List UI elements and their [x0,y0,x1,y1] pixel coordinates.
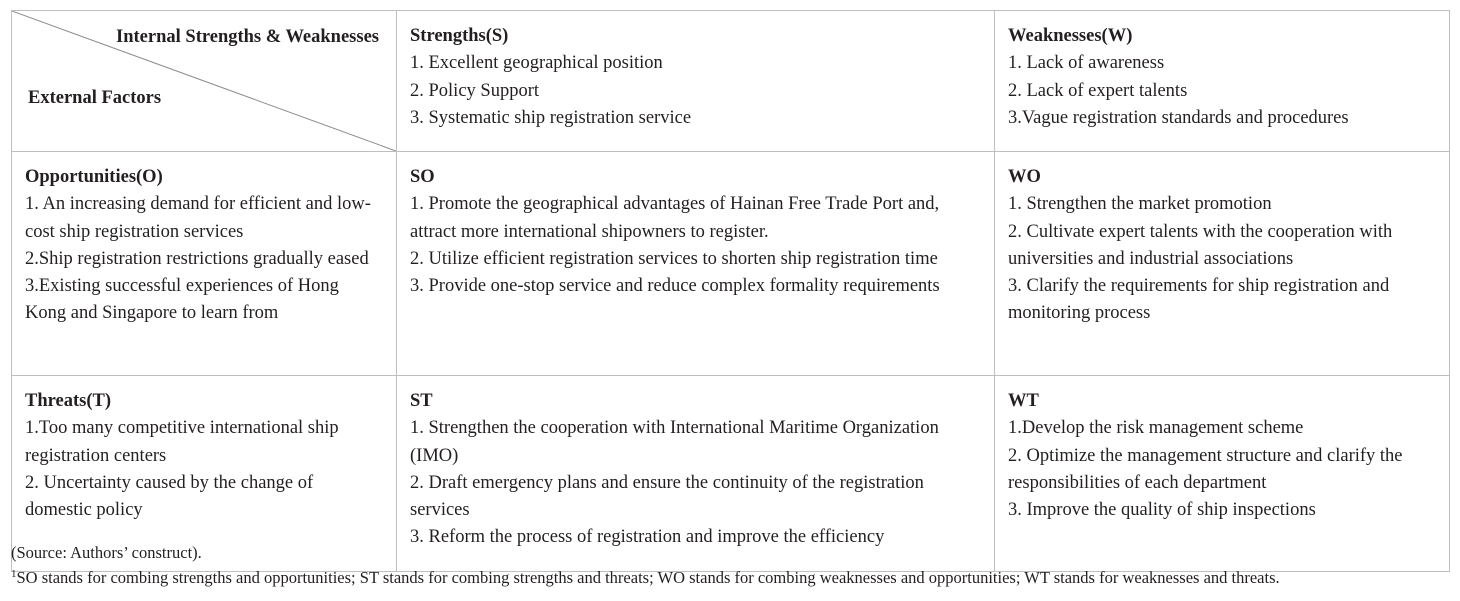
list-item: 1. Strengthen the market promotion [1008,194,1272,215]
strengths-cell [397,11,995,152]
list-item: 1.Too many competitive international ship registration centers [25,418,339,466]
wt-heading: WT [1008,391,1039,411]
so-heading: SO [410,167,435,187]
list-item: 2. Lack of expert talents [1008,80,1188,101]
list-item: 2. Policy Support [410,80,539,101]
list-item: 3. Improve the quality of ship inspections [1008,500,1316,521]
list-item: 2. Uncertainty caused by the change of domestic policy [25,472,314,521]
opportunities-row [12,152,1450,376]
threats-row [12,376,1450,572]
opportunities-heading: Opportunities(O) [25,167,163,187]
list-item: 2.Ship registration restrictions gradually eased [25,248,369,269]
list-item: 1. An increasing demand for efficient and low-cost ship registration services [25,194,371,242]
list-item: 1. Promote the geographical advantages of Hainan Free Trade Port and, attract more international shipowners to register. [410,194,940,242]
list-item: 1. Strengthen the cooperation with International Maritime Organization (IMO) [410,418,939,466]
wo-heading: WO [1008,167,1041,187]
weaknesses-cell [995,11,1450,152]
wt-cell [995,376,1450,572]
swot-matrix-table [11,10,1450,572]
corner-header-cell [12,11,397,152]
so-cell [397,152,995,376]
header-row [12,11,1450,152]
footnote-text: SO stands for combing strengths and opportunities; ST stands for combing strengths and threats; WO stands for combing weaknesses and opportunities; WT stands for weaknesses and threats. [16,568,1280,587]
st-heading: ST [410,391,433,411]
weaknesses-heading: Weaknesses(W) [1008,26,1133,46]
list-item: 3.Existing successful experiences of Hong Kong and Singapore to learn from [25,276,339,324]
footnote [11,567,1280,589]
list-item: 3. Systematic ship registration service [410,107,692,128]
corner-bottom-label: External Factors [28,88,162,108]
list-item: 1.Develop the risk management scheme [1008,418,1304,439]
threats-heading: Threats(T) [25,391,111,411]
strengths-heading: Strengths(S) [410,26,509,46]
list-item: 2. Draft emergency plans and ensure the continuity of the registration services [410,472,924,521]
list-item: 3. Reform the process of registration and improve the efficiency [410,527,885,548]
opportunities-cell [12,152,397,376]
wo-cell [995,152,1450,376]
list-item: 3.Vague registration standards and procedures [1008,107,1349,128]
list-item: 3. Provide one-stop service and reduce complex formality requirements [410,276,940,297]
list-item: 1. Excellent geographical position [410,53,663,74]
corner-top-label: Internal Strengths & Weaknesses [116,27,379,47]
st-cell [397,376,995,572]
source-note: (Source: Authors’ construct). [11,543,202,562]
list-item: 2. Optimize the management structure and clarify the responsibilities of each department [1008,445,1403,493]
list-item: 2. Cultivate expert talents with the cooperation with universities and industrial associations [1008,221,1393,269]
list-item: 3. Clarify the requirements for ship registration and monitoring process [1008,276,1390,324]
list-item: 1. Lack of awareness [1008,53,1165,74]
list-item: 2. Utilize efficient registration services to shorten ship registration time [410,248,938,269]
footnote-marker: 1 [11,568,17,580]
